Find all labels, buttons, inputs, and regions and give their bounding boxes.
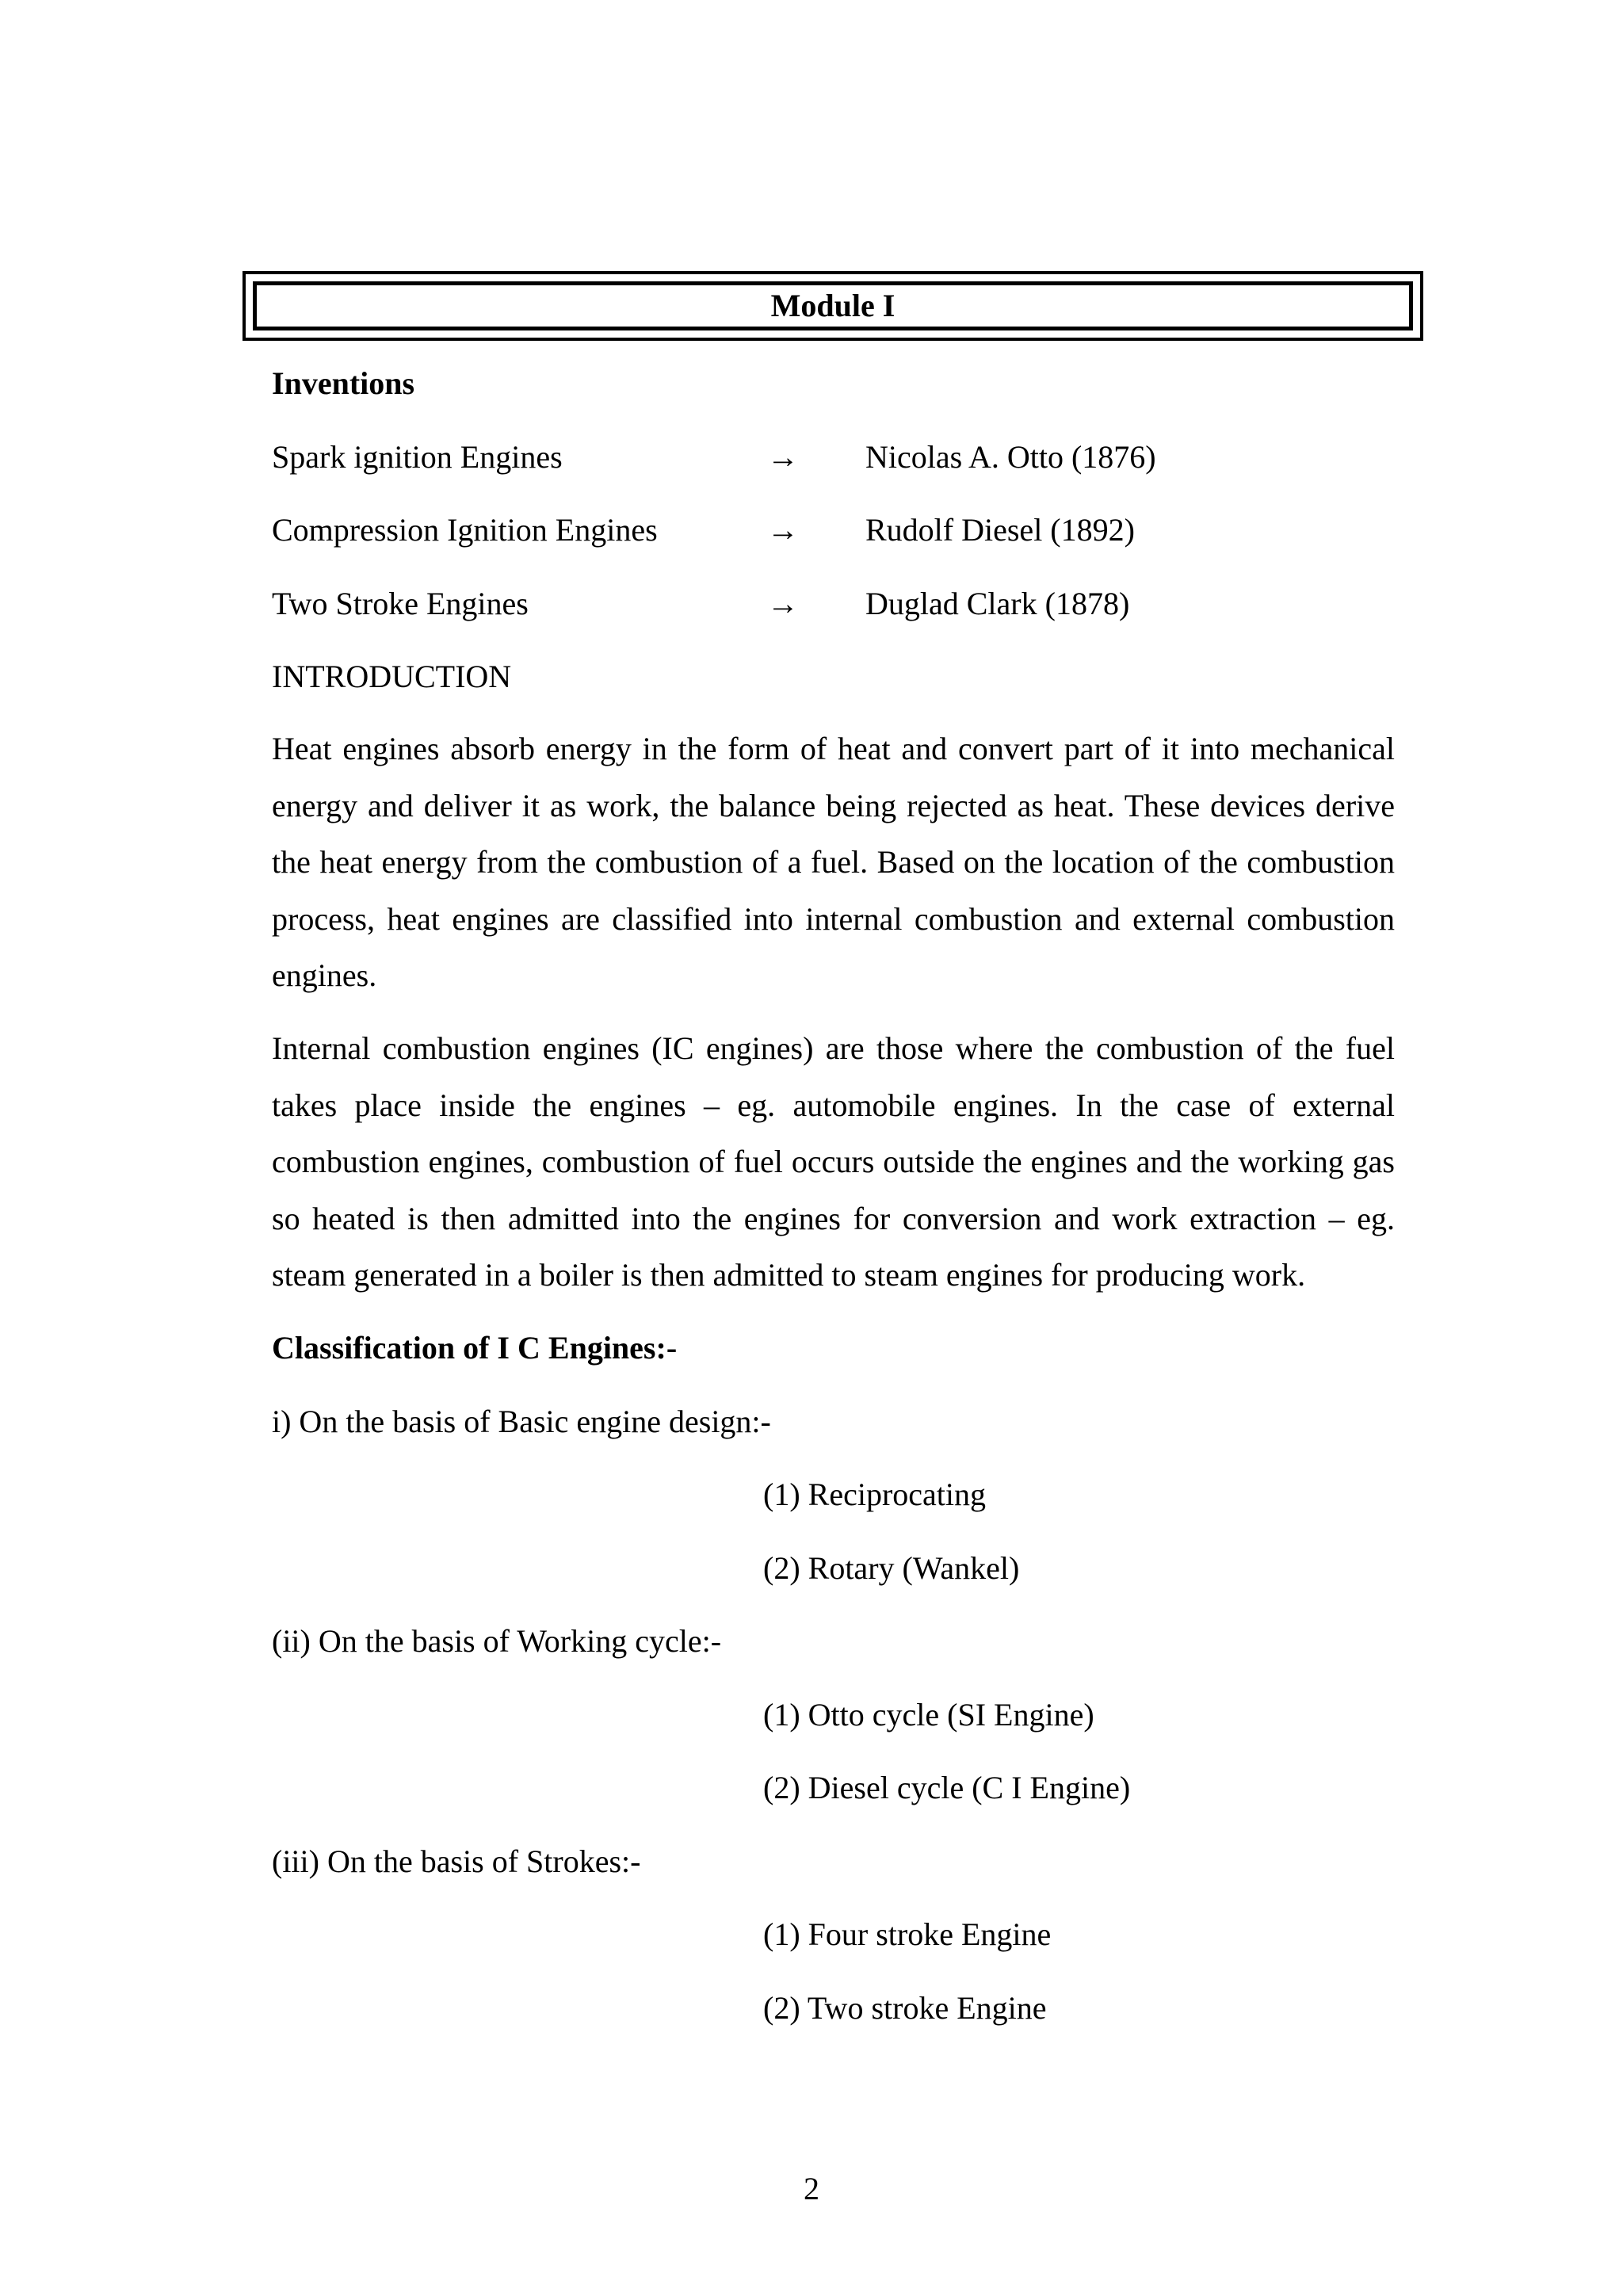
classification-group-1-label: i) On the basis of Basic engine design:- [272,1404,771,1439]
inventions-heading: Inventions [272,365,415,401]
classification-heading: Classification of I C Engines:- [272,1330,678,1366]
classification-group-1-item-1: (1) Reciprocating [763,1477,986,1512]
introduction-heading: INTRODUCTION [272,659,512,694]
classification-group-2-item-2: (2) Diesel cycle (C I Engine) [763,1770,1131,1805]
classification-group-3-item-2: (2) Two stroke Engine [763,1990,1047,2026]
introduction-paragraph-1: Heat engines absorb energy in the form of heat and convert part of it into mechanical energy and deliver it as work, the balance being rejected as heat. These devices derive the heat energy from the combustion of a fuel. Based on the location of the combustion process, heat engines are classified into internal combustion and external combustion engines. [272,731,1395,993]
page-number: 2 [804,2171,819,2206]
classification-group-3-item-1: (1) Four stroke Engine [763,1916,1052,1952]
classification-group-2-item-1: (1) Otto cycle (SI Engine) [763,1697,1094,1733]
module-title-box [242,271,1423,341]
module-title-inner-border [253,281,1413,330]
invention-arrow-2: → [767,512,799,548]
invention-arrow-3: → [767,586,799,621]
invention-inventor-2: Rudolf Diesel (1892) [865,512,1135,548]
classification-group-1-item-2: (2) Rotary (Wankel) [763,1550,1020,1586]
classification-group-2-label: (ii) On the basis of Working cycle:- [272,1623,722,1659]
classification-group-3-label: (iii) On the basis of Strokes:- [272,1843,641,1879]
invention-engine-2: Compression Ignition Engines [272,512,658,548]
invention-arrow-1: → [767,439,799,475]
invention-engine-1: Spark ignition Engines [272,439,563,475]
invention-engine-3: Two Stroke Engines [272,586,529,621]
module-title: Module I [770,288,896,323]
introduction-paragraph-2: Internal combustion engines (IC engines) are those where the combustion of the fuel takes place inside the engines – eg. automobile engines. In the case of external combustion engines, combustion of fuel occurs outside the engines and the working gas so heated is then admitted into the engines for conversion and work extraction – eg. steam generated in a boiler is then admitted to steam engines for producing work. [272,1030,1395,1293]
invention-inventor-3: Duglad Clark (1878) [865,586,1130,621]
invention-inventor-1: Nicolas A. Otto (1876) [865,439,1156,475]
